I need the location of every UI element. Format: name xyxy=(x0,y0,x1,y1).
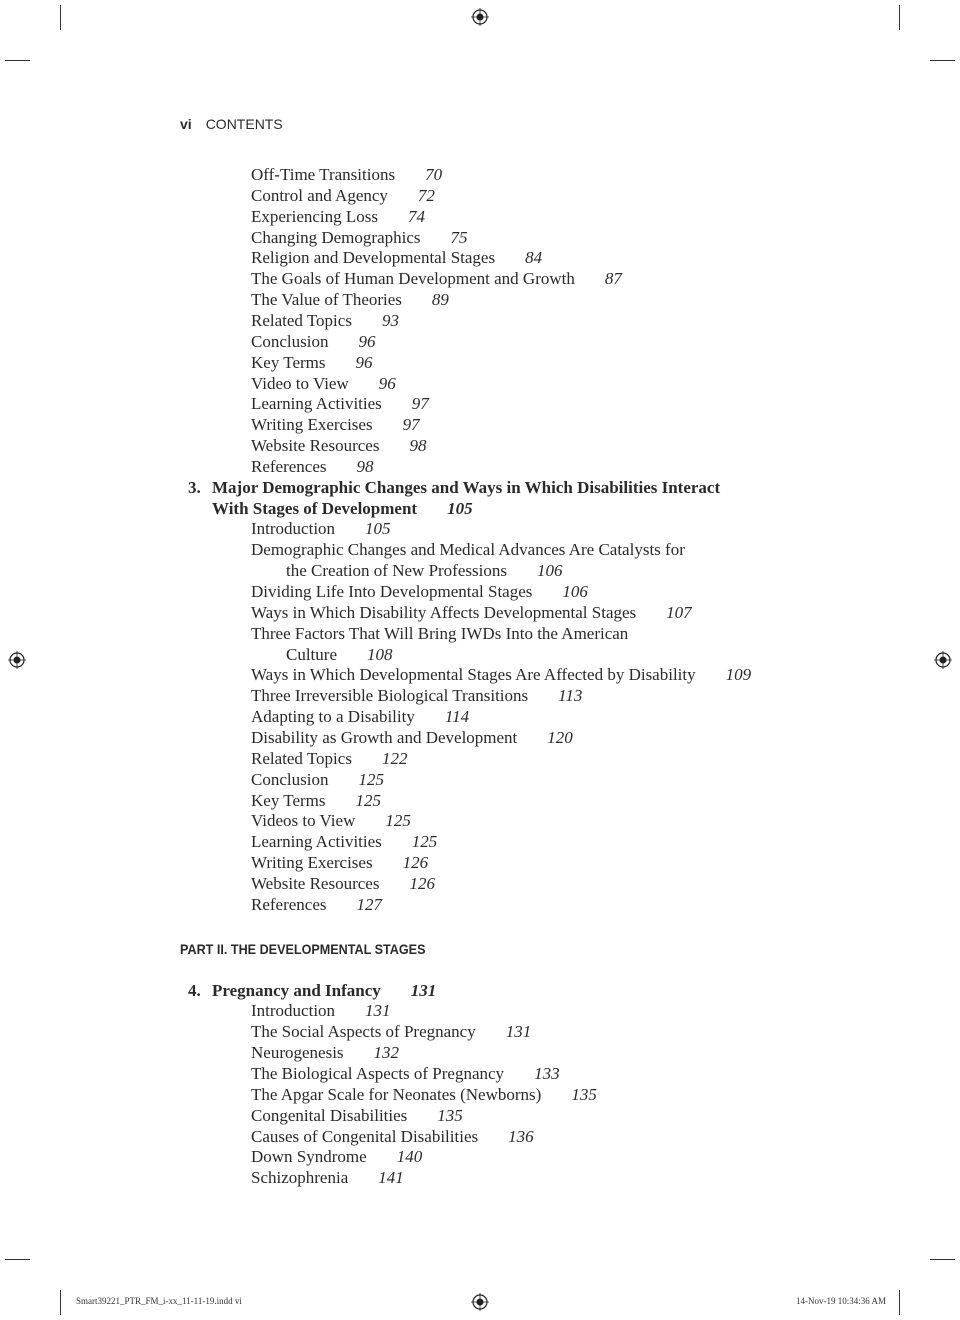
crop-mark xyxy=(60,5,61,30)
toc-entry-page: 135 xyxy=(571,1084,597,1104)
chapter-heading xyxy=(188,980,436,1001)
toc-entry-title: Website Resources xyxy=(251,873,380,893)
toc-entry-page: 105 xyxy=(447,498,473,518)
toc-entry-page: 106 xyxy=(562,582,588,601)
crop-mark xyxy=(899,1290,900,1315)
toc-entry xyxy=(251,852,428,873)
toc-entry-page: 96 xyxy=(378,373,396,393)
footer-timestamp: 14-Nov-19 10:34:36 AM xyxy=(796,1296,886,1306)
toc-entry-page: 96 xyxy=(358,331,376,351)
toc-entry-title: Neurogenesis xyxy=(251,1043,344,1063)
toc-entry xyxy=(251,268,622,289)
toc-entry-page: 74 xyxy=(408,206,425,226)
toc-entry-title: the Creation of New Professions xyxy=(286,561,507,581)
crop-mark xyxy=(5,1259,30,1260)
toc-entry xyxy=(251,706,469,727)
toc-entry-title: Control and Agency xyxy=(251,185,388,205)
toc-entry-page: 106 xyxy=(536,561,563,581)
toc-entry-title: Adapting to a Disability xyxy=(251,707,415,727)
toc-entry-title: References xyxy=(251,894,327,914)
toc-entry-page: 126 xyxy=(409,873,435,893)
toc-entry-title: Key Terms xyxy=(251,352,326,372)
toc-entry-title: The Value of Theories xyxy=(251,290,402,310)
toc-entry xyxy=(251,581,588,602)
chapter-title: Major Demographic Changes and Ways in Which Disabilities Interact xyxy=(212,477,721,497)
toc-entry xyxy=(251,873,435,894)
toc-entry xyxy=(286,644,393,665)
toc-entry-page: 97 xyxy=(411,394,429,414)
toc-entry-title: Disability as Growth and Development xyxy=(251,727,518,747)
toc-entry-title: Down Syndrome xyxy=(251,1147,367,1167)
toc-entry-page: 108 xyxy=(367,644,393,664)
crop-mark xyxy=(930,1259,955,1260)
toc-entry xyxy=(251,352,373,373)
toc-entry xyxy=(251,456,374,477)
toc-entry xyxy=(251,831,437,852)
crop-mark xyxy=(930,60,955,61)
toc-entry xyxy=(251,1126,534,1147)
toc-entry-page: 98 xyxy=(356,456,374,476)
toc-entry xyxy=(251,518,391,539)
toc-entry-page: 133 xyxy=(534,1064,560,1083)
toc-entry-page: 70 xyxy=(425,165,443,184)
toc-entry-title: Key Terms xyxy=(251,790,326,810)
toc-entry-page: 131 xyxy=(365,1001,391,1021)
toc-entry xyxy=(251,664,751,685)
toc-entry-page: 140 xyxy=(396,1147,423,1167)
toc-entry-title: Ways in Which Disability Affects Developmental Stages xyxy=(251,602,637,622)
toc-entry-page: 113 xyxy=(558,686,583,706)
toc-entry-page: 136 xyxy=(508,1126,534,1146)
toc-entry-title: Writing Exercises xyxy=(251,415,373,435)
toc-entry-page: 125 xyxy=(411,832,438,852)
toc-entry-page: 127 xyxy=(356,894,383,914)
chapter-heading xyxy=(212,498,473,519)
toc-entry-title: Website Resources xyxy=(251,436,380,456)
registration-mark-icon xyxy=(471,1293,489,1311)
toc-entry-title: Dividing Life Into Developmental Stages xyxy=(251,582,533,601)
toc-entry xyxy=(251,1042,399,1063)
toc-entry-title: Related Topics xyxy=(251,748,352,768)
chapter-heading xyxy=(188,477,720,498)
header-title: CONTENTS xyxy=(205,116,283,132)
footer-file-info: Smart39221_PTR_FM_i-xx_11-11-19.indd vi xyxy=(76,1296,242,1306)
chapter-number: 4. xyxy=(188,980,201,1000)
toc-entry-title: Causes of Congenital Disabilities xyxy=(251,1126,479,1146)
toc-entry-title: Writing Exercises xyxy=(251,853,373,873)
toc-entry-page: 125 xyxy=(385,811,411,831)
toc-entry xyxy=(251,894,382,915)
toc-entry-page: 125 xyxy=(358,769,384,789)
toc-entry xyxy=(251,769,384,790)
toc-entry-title: Demographic Changes and Medical Advances Are Catalysts for xyxy=(251,540,685,560)
toc-entry xyxy=(251,685,582,706)
registration-mark-icon xyxy=(471,8,489,26)
toc-entry xyxy=(251,414,420,435)
toc-entry xyxy=(251,1000,391,1021)
toc-entry-page: 131 xyxy=(505,1022,532,1042)
toc-entry xyxy=(251,810,411,831)
toc-entry-page: 120 xyxy=(547,727,573,747)
toc-entry xyxy=(251,227,468,248)
toc-entry xyxy=(251,185,435,206)
toc-entry xyxy=(251,790,381,811)
toc-entry xyxy=(251,373,396,394)
toc-entry xyxy=(251,623,628,644)
toc-entry xyxy=(286,560,562,581)
toc-entry-page: 98 xyxy=(409,436,427,456)
toc-entry-title: Conclusion xyxy=(251,331,329,351)
toc-entry-title: Experiencing Loss xyxy=(251,206,378,226)
toc-entry xyxy=(251,748,407,769)
crop-mark xyxy=(899,5,900,30)
toc-entry-title: Conclusion xyxy=(251,769,329,789)
registration-mark-icon xyxy=(8,651,26,669)
toc-entry-page: 97 xyxy=(402,415,420,435)
toc-entry-title: Culture xyxy=(286,644,337,664)
toc-entry xyxy=(251,1167,404,1188)
toc-entry xyxy=(251,1105,463,1126)
toc-entry xyxy=(251,393,429,414)
toc-entry-title: Three Factors That Will Bring IWDs Into the American xyxy=(251,623,629,643)
toc-entry xyxy=(251,206,425,227)
toc-entry-page: 72 xyxy=(417,185,435,205)
toc-entry-page: 135 xyxy=(437,1105,463,1125)
toc-entry-title: Introduction xyxy=(251,1001,336,1021)
toc-entry-page: 126 xyxy=(402,853,429,873)
toc-entry-page: 87 xyxy=(604,269,622,289)
toc-entry xyxy=(251,1084,597,1105)
toc-entry-page: 93 xyxy=(381,310,399,330)
toc-entry-title: Learning Activities xyxy=(251,832,382,852)
toc-entry-title: References xyxy=(251,456,327,476)
toc-entry-title: Ways in Which Developmental Stages Are Affected by Disability xyxy=(251,665,696,685)
toc-entry-title: Related Topics xyxy=(251,310,352,330)
toc-entry-page: 96 xyxy=(355,352,373,372)
toc-entry-page: 105 xyxy=(365,519,391,539)
chapter-title: Pregnancy and Infancy xyxy=(212,980,381,1000)
toc-entry xyxy=(251,1146,422,1167)
toc-entry-page: 109 xyxy=(725,665,752,685)
toc-entry-page: 107 xyxy=(666,602,692,622)
toc-entry-title: Video to View xyxy=(251,373,349,393)
toc-entry xyxy=(251,331,375,352)
toc-entry xyxy=(251,727,573,748)
registration-mark-icon xyxy=(934,651,952,669)
crop-mark xyxy=(60,1290,61,1315)
toc-entry-title: Religion and Developmental Stages xyxy=(251,248,496,268)
toc-entry-page: 75 xyxy=(450,227,468,247)
chapter-number: 3. xyxy=(188,477,201,497)
toc-entry-page: 131 xyxy=(410,980,437,1000)
toc-entry-title: Schizophrenia xyxy=(251,1168,349,1188)
toc-entry-title: Introduction xyxy=(251,519,336,539)
toc-entry xyxy=(251,310,399,331)
toc-entry xyxy=(251,247,542,268)
toc-entry xyxy=(251,164,442,185)
toc-entry xyxy=(251,539,685,560)
toc-entry-page: 84 xyxy=(525,248,543,268)
toc-entry-page: 89 xyxy=(431,290,449,310)
toc-entry-title: Changing Demographics xyxy=(251,227,421,247)
toc-entry xyxy=(251,289,449,310)
toc-entry-page: 122 xyxy=(381,748,408,768)
toc-entry-title: Videos to View xyxy=(251,811,356,831)
part-heading: PART II. THE DEVELOPMENTAL STAGES xyxy=(180,940,426,957)
toc-entry-title: With Stages of Development xyxy=(212,498,418,518)
toc-entry xyxy=(251,1063,560,1084)
toc-entry-title: Off-Time Transitions xyxy=(251,165,396,184)
running-header xyxy=(180,116,283,132)
toc-entry xyxy=(251,1021,531,1042)
toc-entry-title: The Biological Aspects of Pregnancy xyxy=(251,1064,505,1083)
toc-entry-page: 125 xyxy=(355,790,382,810)
toc-entry-title: Learning Activities xyxy=(251,394,382,414)
toc-entry-page: 114 xyxy=(444,707,470,727)
toc-entry xyxy=(251,435,426,456)
toc-entry xyxy=(251,602,692,623)
toc-entry-title: The Goals of Human Development and Growth xyxy=(251,269,575,289)
toc-entry-title: Three Irreversible Biological Transitions xyxy=(251,686,529,706)
header-page-number: vi xyxy=(180,116,192,132)
toc-entry-title: Congenital Disabilities xyxy=(251,1105,408,1125)
toc-entry-page: 141 xyxy=(378,1168,404,1188)
toc-entry-page: 132 xyxy=(373,1043,400,1063)
toc-entry-title: The Social Aspects of Pregnancy xyxy=(251,1022,476,1042)
crop-mark xyxy=(5,60,30,61)
toc-entry-title: The Apgar Scale for Neonates (Newborns) xyxy=(251,1084,542,1104)
